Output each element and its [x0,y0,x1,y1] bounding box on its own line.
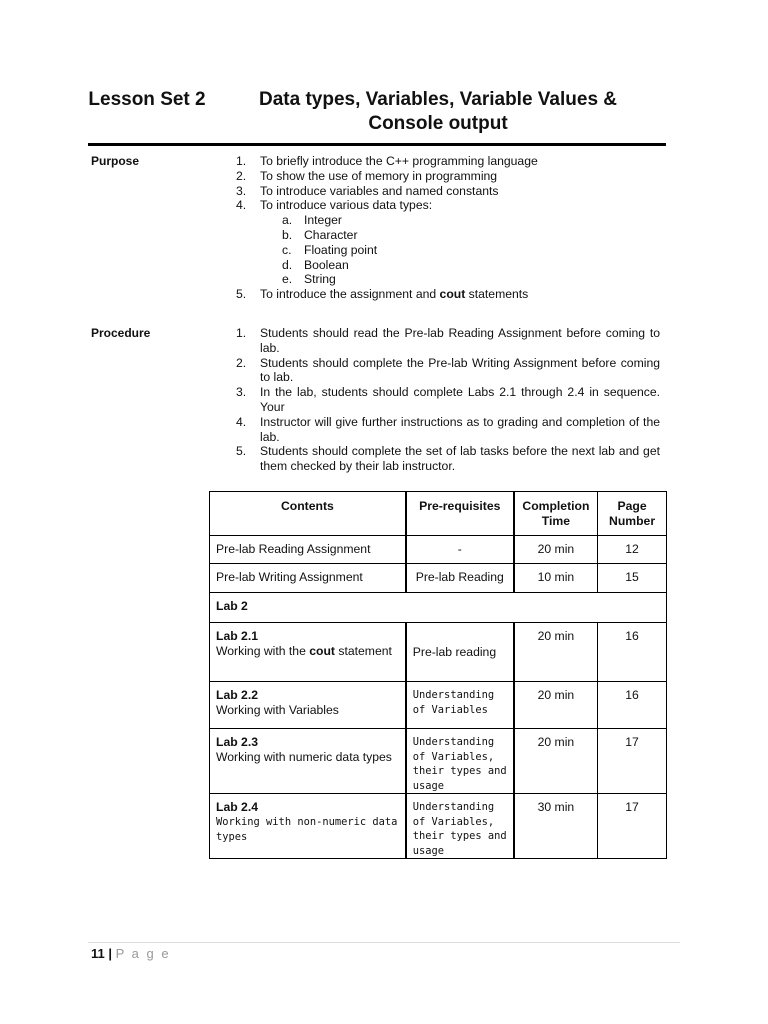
list-item [236,287,660,302]
item-number: 2. [236,355,247,370]
item-text: To briefly introduce the C++ programming language [260,154,538,168]
sub-list-item [282,243,660,258]
list-item [236,326,660,356]
table-row [210,729,667,794]
item-number: 4. [236,198,247,213]
list-item [236,356,660,386]
cell-page: 17 [598,794,667,859]
lab-description: Working with non-numeric data types [216,816,398,843]
cell-prereq: Understanding of Variables, their types and usage [406,729,514,794]
item-number: 5. [236,287,247,302]
cell-time: 20 min [514,729,598,794]
item-number: 1. [236,154,247,168]
sub-item-text: Boolean [304,257,349,272]
cell-page: 12 [598,536,667,564]
page-label: P a g e [115,946,171,961]
header-prerequisites: Pre-requisites [406,492,514,536]
data-types-sublist [260,213,660,287]
cell-prereq: - [406,536,514,564]
title-line-1: Data types, Variables, Variable Values & [258,89,618,110]
table-row [210,564,667,593]
header-contents: Contents [210,492,406,536]
cell-time: 10 min [514,564,598,593]
table-row [210,682,667,729]
sub-item-text: String [304,272,336,287]
header-completion-time: Completion Time [514,492,598,536]
item-text: In the lab, students should complete Labs 2.1 through 2.4 in sequence. Your [260,385,660,414]
cell-contents [210,794,406,859]
procedure-list [236,326,660,474]
lab-title: Lab 2.4 [216,800,258,814]
item-text: To show the use of memory in programming [260,168,498,183]
item-text-part: To introduce the assignment and [260,287,440,302]
sub-item-letter: b. [282,227,293,242]
cout-keyword: cout [439,287,466,302]
cout-keyword: cout [309,644,335,658]
cell-prereq: Pre-lab Reading [406,564,514,593]
table-row [210,794,667,859]
sub-item-letter: e. [282,272,293,287]
sub-item-text: Floating point [304,242,378,257]
sub-item-letter: d. [282,257,293,272]
lesson-set-label: Lesson Set 2 [88,89,206,110]
item-text: Instructor will give further instructions as to grading and completion of the lab. [260,414,660,444]
lab-description-part: statement [335,644,392,658]
item-text-part: statements [465,287,529,302]
cell-time: 20 min [514,623,598,682]
item-number: 4. [236,414,247,429]
table-row [210,623,667,682]
cell-prereq: Understanding of Variables, their types and usage [406,794,514,859]
item-text: To introduce various data types: [260,198,433,213]
cell-page: 16 [598,682,667,729]
list-item [236,154,660,169]
lab-title: Lab 2.3 [216,735,258,749]
sub-item-letter: a. [282,213,293,228]
item-text: Students should read the Pre-lab Reading Assignment before coming to lab. [260,326,660,355]
page-title [228,88,648,136]
item-number: 3. [236,183,247,198]
cell-time: 30 min [514,794,598,859]
header-page-number: Page Number [598,492,667,536]
page-number: 11 [91,946,105,961]
cell-page: 17 [598,729,667,794]
sub-list-item [282,213,660,228]
list-item [236,169,660,184]
table-header-row [210,492,667,536]
table-row [210,593,667,623]
item-number: 2. [236,168,247,183]
cell-time: 20 min [514,536,598,564]
lab-description: Working with numeric data types [216,750,392,764]
cell-prereq: Understanding of Variables [406,682,514,729]
cell-prereq: Pre-lab reading [406,623,514,682]
table-row [210,536,667,564]
cell-time: 20 min [514,682,598,729]
cell-contents [210,623,406,682]
sub-list-item [282,228,660,243]
item-number: 3. [236,385,247,400]
sub-item-text: Integer [304,213,342,228]
item-number: 5. [236,444,247,459]
cell-page: 15 [598,564,667,593]
list-item [236,385,660,415]
purpose-label: Purpose [91,154,140,168]
sub-item-text: Character [304,227,358,242]
cell-contents: Pre-lab Writing Assignment [210,564,406,593]
lab-description-part: Working with the [216,644,310,658]
page-footer [91,946,171,961]
lab-contents-table [209,491,667,859]
sub-item-letter: c. [282,242,292,257]
cell-contents [210,729,406,794]
sub-list-item [282,258,660,273]
item-text: To introduce variables and named constants [260,183,499,198]
cell-page: 16 [598,623,667,682]
item-number: 1. [236,326,247,340]
lab-description [216,644,399,659]
lab-title: Lab 2.2 [216,688,258,702]
item-text [260,287,660,302]
header-divider [88,143,666,146]
list-item [236,415,660,445]
procedure-label: Procedure [91,326,151,340]
footer-separator: | [104,946,116,961]
cell-contents [210,682,406,729]
item-text: Students should complete the Pre-lab Writing Assignment before coming to lab. [260,355,660,385]
title-line-2: Console output [368,113,508,134]
list-item [236,444,660,474]
footer-divider [88,942,680,943]
lab-title: Lab 2.1 [216,629,258,643]
purpose-list [236,154,660,302]
list-item [236,184,660,199]
item-text: Students should complete the set of lab tasks before the next lab and get them checked by their lab instructor. [260,444,660,474]
lab-description: Working with Variables [216,703,339,717]
sub-list-item [282,272,660,287]
lab-section-heading: Lab 2 [210,593,667,623]
list-item [236,198,660,287]
cell-contents: Pre-lab Reading Assignment [210,536,406,564]
